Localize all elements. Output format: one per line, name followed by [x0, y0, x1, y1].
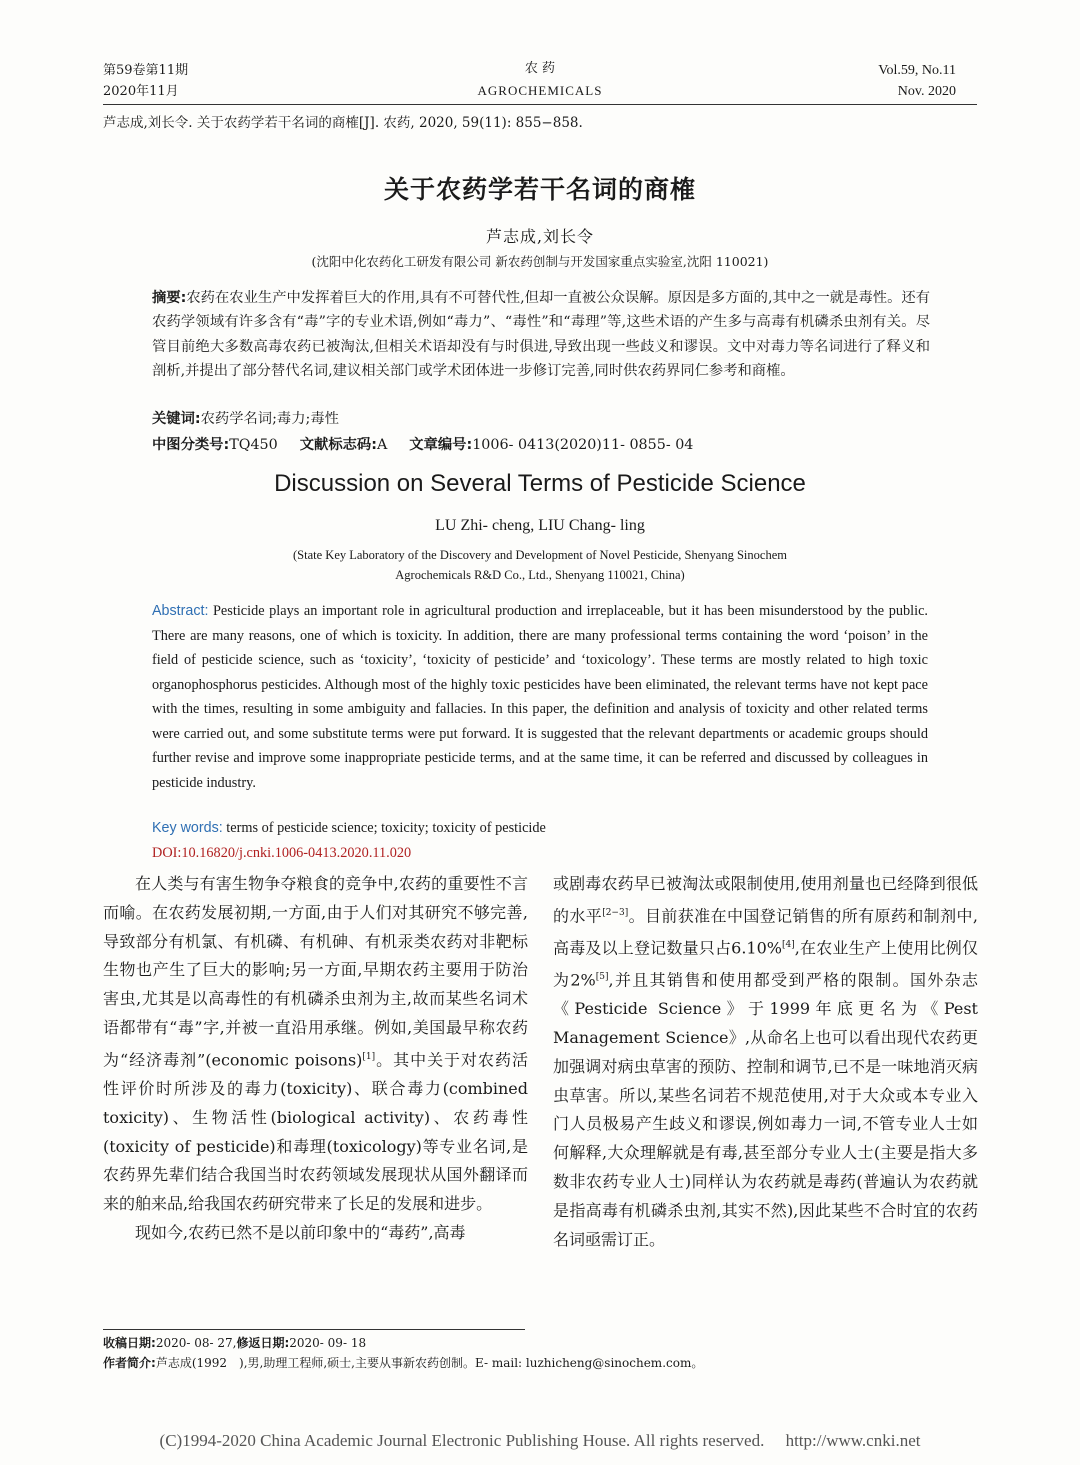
doc-code-value: A — [376, 437, 388, 453]
footnote-divider — [103, 1329, 525, 1330]
article-no-value: 1006- 0413(2020)11- 0855- 04 — [472, 437, 694, 453]
keywords-cn-text: 农药学名词;毒力;毒性 — [200, 411, 339, 427]
doi-link[interactable]: DOI:10.16820/j.cnki.1006-0413.2020.11.020 — [152, 845, 412, 861]
authors-cn: 芦志成,刘长令 — [485, 227, 595, 246]
keywords-en-text: terms of pesticide science; toxicity; toxicity of pesticide — [226, 820, 546, 836]
doc-code-label: 文献标志码: — [299, 437, 377, 453]
volume-issue-en: Vol.59, No.11 — [878, 63, 956, 78]
reference-marker[interactable]: [4] — [782, 939, 795, 950]
body-text: 现如今,农药已然不是以前印象中的“毒药”,高毒 — [135, 1222, 466, 1242]
issue-date-en: Nov. 2020 — [897, 84, 956, 99]
bio-text: 芦志成(1992 ),男,助理工程师,硕士,主要从事新农药创制。E- mail: luzhicheng@sinochem.com。 — [155, 1356, 704, 1370]
keywords-cn — [152, 408, 339, 428]
abstract-cn-label: 摘要: — [152, 290, 187, 306]
body-column-right — [553, 870, 978, 1254]
journal-name-en: AGROCHEMICALS — [477, 83, 603, 98]
abstract-en-text: Pesticide plays an important role in agricultural production and irreplaceable, but it has been misunderstood by the public. There are many reasons, one of which is toxicity. In addition, there are many professional terms containing the word ‘poison’ in the field of pesticide science, such as ‘toxicity’, ‘toxicity of pesticide’ and ‘toxicology’. These terms are mostly related to high toxic organophosphorus pesticides. Although most of the highly toxic pesticides have been eliminated, the relevant terms have not kept pace with the times, resulting in some ambiguity and fallacies. In this paper, the definition and analysis of toxicity and other related terms were carried out, and some substitute terms were put forward. It is suggested that the relevant departments or academic groups should further revise and improve some inappropriate pesticide terms, and at the same time, it can be referred and discussed by colleagues in pesticide industry. — [152, 603, 928, 791]
citation: 芦志成,刘长令. 关于农药学若干名词的商榷[J]. 农药, 2020, 59(11): 855−858. — [103, 115, 583, 131]
abstract-cn — [152, 286, 930, 383]
bio-label: 作者简介: — [103, 1356, 156, 1370]
copyright-notice: (C)1994-2020 China Academic Journal Electronic Publishing House. All rights reserved. http://www.cnki.net — [159, 1431, 921, 1450]
clc-value: TQ450 — [229, 437, 278, 453]
keywords-en — [152, 820, 546, 837]
volume-issue: 第59卷第11期 — [103, 63, 189, 78]
abstract-en — [152, 599, 928, 795]
body-text: 。其中关于对农药活性评价时所涉及的毒力(toxicity)、联合毒力(combined toxicity)、生物活性(biological activity)、农药毒性(toxicity of pesticide)和毒理(toxicology)等专业名词,是农药界先辈们结合我国当时农药领域发展现状从国外翻译而来的舶来品,给我国农药研究带来了长足的发展和进步。 — [103, 1050, 528, 1214]
authors-en: LU Zhi- cheng, LIU Chang- ling — [435, 517, 645, 534]
affiliation-cn: (沈阳中化农药化工研发有限公司 新农药创制与开发国家重点实验室,沈阳 110021) — [311, 254, 769, 269]
keywords-cn-label: 关键词: — [152, 411, 201, 427]
reference-marker[interactable]: [2−3] — [602, 907, 629, 918]
body-paragraph — [103, 1219, 528, 1248]
reference-marker[interactable]: [5] — [595, 972, 609, 983]
page-title: 关于农药学若干名词的商榷 — [383, 175, 696, 204]
revised-label: 修返日期: — [236, 1336, 290, 1350]
affiliation-en-line1: (State Key Laboratory of the Discovery and Development of Novel Pesticide, Shenyang Sinochem — [293, 548, 787, 562]
body-text: 或剧毒农药早已被淘汰或限制使用,使用剂量也已经降到很低的水平 — [553, 874, 978, 926]
footnote-dates — [103, 1333, 366, 1353]
keywords-en-label: Key words: — [152, 820, 223, 836]
body-text: ,并且其销售和使用都受到严格的限制。国外杂志《Pesticide Science》于1999年底更名为《Pest Management Science》,从命名上也可以看出现代农药更加强调对病虫草害的预防、控制和调节,已不是一味地消灭病虫草害。所以,某些名词若不规范使用,对于大众或本专业入门人员极易产生歧义和谬误,例如毒力一词,不管专业人士如何解释,大众理解就是有毒,甚至部分专业人士(主要是指大多数非农药专业人士)同样认为农药就是毒药(普遍认为农药就是指高毒有机磷杀虫剂,其实不然),因此某些不合时宜的农药名词亟需订正。 — [553, 970, 978, 1249]
received-label: 收稿日期: — [103, 1336, 156, 1350]
body-paragraph — [103, 870, 528, 1219]
body-column-left — [103, 870, 528, 1248]
clc-label: 中图分类号: — [152, 437, 230, 453]
reference-marker[interactable]: [1] — [362, 1051, 376, 1062]
abstract-cn-text: 农药在农业生产中发挥着巨大的作用,具有不可替代性,但却一直被公众误解。原因是多方面的,其中之一就是毒性。还有农药学领域有许多含有“毒”字的专业术语,例如“毒力”、“毒性”和“毒理”等,这些术语的产生多与高毒有机磷杀虫剂有关。尽管目前绝大多数高毒农药已被淘汰,但相关术语却没有与时俱进,导致出现一些歧义和谬误。文中对毒力等名词进行了释义和剖析,并提出了部分替代名词,建议相关部门或学术团体进一步修订完善,同时供农药界同仁参考和商榷。 — [152, 290, 930, 379]
received-date: 2020- 08- 27, — [155, 1336, 237, 1350]
journal-volume-en — [878, 60, 956, 102]
revised-date: 2020- 09- 18 — [289, 1336, 367, 1350]
article-no-label: 文章编号: — [409, 437, 473, 453]
body-paragraph — [553, 870, 978, 1254]
header-divider — [103, 104, 977, 105]
affiliation-en-line2: Agrochemicals R&D Co., Ltd., Shenyang 110021, China) — [395, 568, 685, 582]
issue-date: 2020年11月 — [103, 84, 179, 99]
journal-name-cn: 农 药 — [524, 61, 556, 76]
body-text: 在人类与有害生物争夺粮食的竞争中,农药的重要性不言而喻。在农药发展初期,一方面,由于人们对其研究不够完善,导致部分有机氯、有机磷、有机砷、有机汞类农药对非靶标生物也产生了巨大的影响;另一方面,早期农药主要用于防治害虫,尤其是以高毒性的有机磷杀虫剂为主,故而某些名词术语都带有“毒”字,并被一直沿用承继。例如,美国最早称农药为“经济毒剂”(economic poisons) — [103, 874, 528, 1070]
abstract-en-label: Abstract: — [152, 603, 209, 619]
title-en: Discussion on Several Terms of Pesticide Science — [274, 470, 806, 497]
body-text: ,在农业生产上使用比例仅为2% — [553, 938, 978, 990]
affiliation-en — [0, 545, 1080, 585]
footnote-author-bio — [103, 1353, 703, 1373]
body-text: 。目前获准在中国登记销售的所有原药和制剂中,高毒及以上登记数量只占6.10% — [553, 906, 978, 958]
classification — [152, 434, 693, 454]
